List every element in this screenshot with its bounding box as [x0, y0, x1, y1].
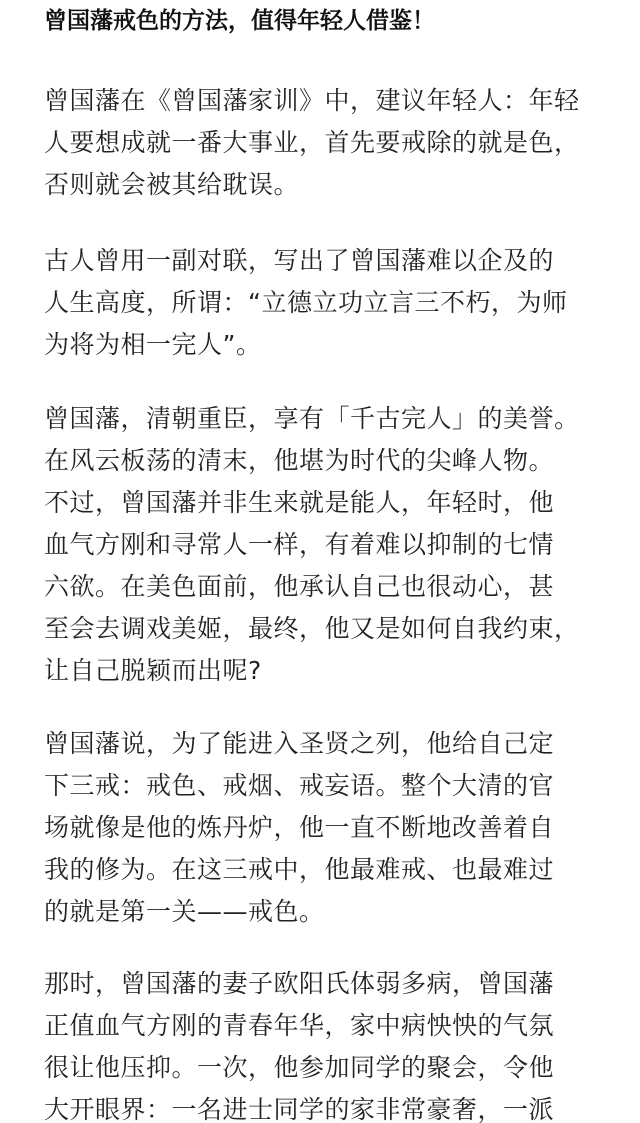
paragraph-line: 下三戒：戒色、戒烟、戒妄语。整个大清的官: [44, 771, 555, 800]
paragraph-line: 大开眼界：一名进士同学的家非常豪奢，一派: [44, 1095, 555, 1123]
paragraph: [44, 240, 604, 366]
paragraph-line: 曾国藩，清朝重臣，享有「千古完人」的美誉。: [44, 404, 580, 433]
paragraph-line: 血气方刚和寻常人一样，有着难以抑制的七情: [44, 530, 555, 559]
paragraph-line: 人生高度，所谓：“立德立功立言三不朽，为师: [44, 288, 568, 317]
paragraph-line: 曾国藩在《曾国藩家训》中，建议年轻人：年轻: [44, 86, 580, 115]
paragraph-line: 我的修为。在这三戒中，他最难戒、也最难过: [44, 855, 555, 884]
paragraph: [44, 398, 604, 692]
paragraph: [44, 963, 604, 1123]
paragraph: [44, 80, 604, 206]
paragraph-line: 场就像是他的炼丹炉，他一直不断地改善着自: [44, 813, 555, 842]
paragraph-line: 在风云板荡的清末，他堪为时代的尖峰人物。: [44, 446, 555, 475]
article-title: 曾国藩戒色的方法，值得年轻人借鉴！: [44, 8, 435, 34]
paragraph: [44, 723, 604, 933]
paragraph-line: 很让他压抑。一次，他参加同学的聚会，令他: [44, 1053, 555, 1082]
paragraph-line: 的就是第一关——戒色。: [44, 897, 325, 926]
paragraph-line: 不过，曾国藩并非生来就是能人，年轻时，他: [44, 488, 555, 517]
paragraph-line: 正值血气方刚的青春年华，家中病怏怏的气氛: [44, 1011, 555, 1040]
paragraph-line: 六欲。在美色面前，他承认自己也很动心，甚: [44, 572, 555, 601]
paragraph-line: 至会去调戏美姬，最终，他又是如何自我约束，: [44, 614, 580, 643]
paragraph-line: 古人曾用一副对联，写出了曾国藩难以企及的: [44, 246, 555, 275]
paragraph-line: 让自己脱颖而出呢?: [44, 656, 262, 685]
paragraph-line: 为将为相一完人”。: [44, 330, 262, 359]
paragraph-line: 人要想成就一番大事业，首先要戒除的就是色，: [44, 128, 580, 157]
paragraph-line: 曾国藩说，为了能进入圣贤之列，他给自己定: [44, 729, 555, 758]
paragraph-line: 那时，曾国藩的妻子欧阳氏体弱多病，曾国藩: [44, 969, 555, 998]
paragraph-line: 否则就会被其给耽误。: [44, 170, 300, 199]
